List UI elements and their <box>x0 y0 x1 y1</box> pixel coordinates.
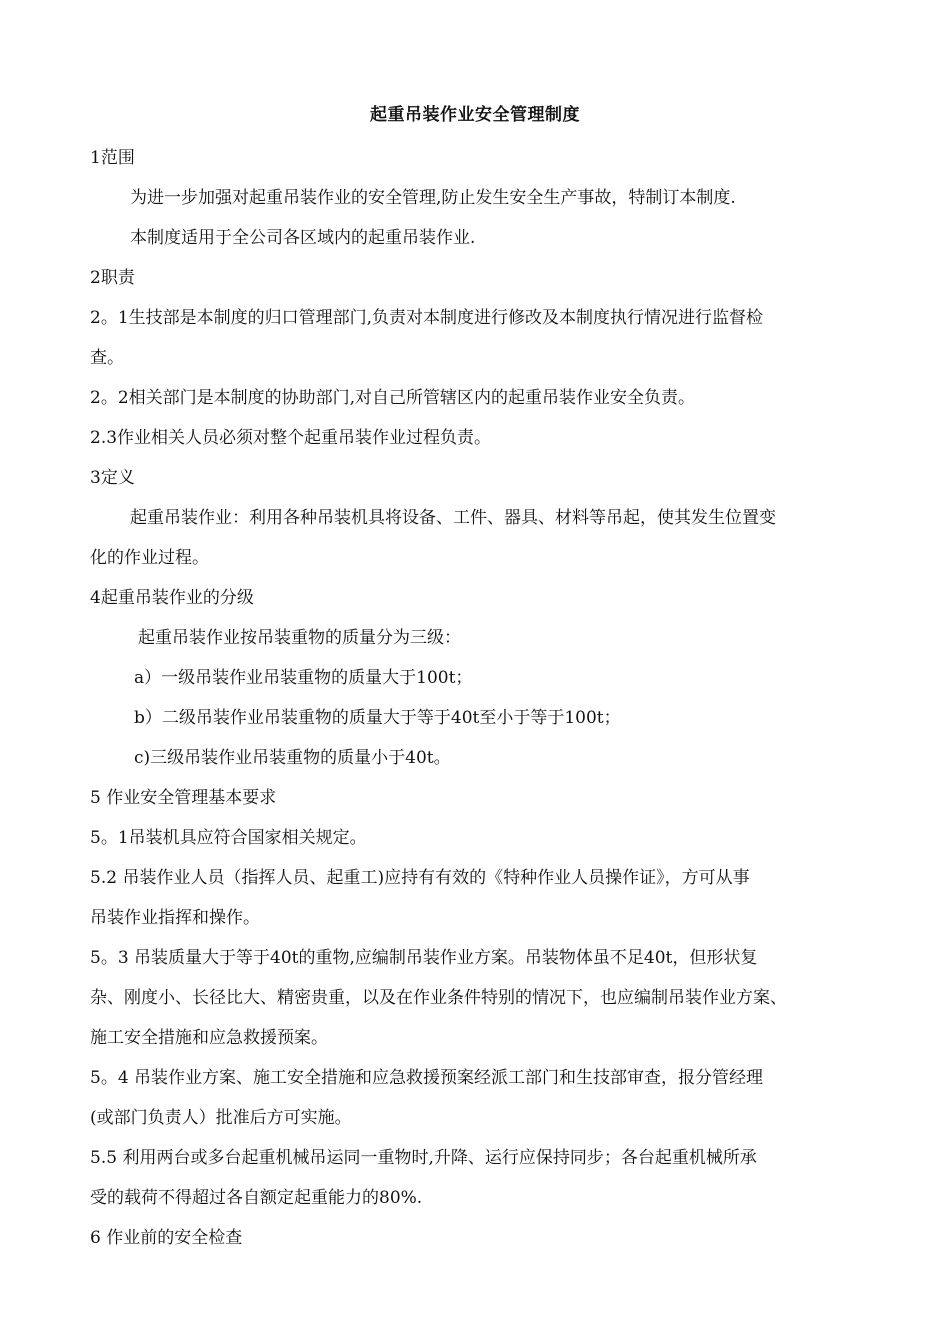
section-heading-scope: 1范围 <box>90 148 135 168</box>
paragraph-line: 2。2相关部门是本制度的协助部门,对自己所管辖区内的起重吊装作业安全负责。 <box>90 388 696 408</box>
paragraph-line: 施工安全措施和应急救援预案。 <box>90 1028 328 1048</box>
section-heading-requirements: 5 作业安全管理基本要求 <box>90 788 277 808</box>
section-heading-definition: 3定义 <box>90 468 135 488</box>
paragraph-line: 吊装作业指挥和操作。 <box>90 908 260 928</box>
section-heading-duties: 2职责 <box>90 268 135 288</box>
paragraph-line: 5.2 吊装作业人员（指挥人员、起重工)应持有有效的《特种作业人员操作证》，方可从事 <box>90 868 750 888</box>
paragraph-line: 2。1生技部是本制度的归口管理部门,负责对本制度进行修改及本制度执行情况进行监督检 <box>90 308 764 328</box>
paragraph-line: 为进一步加强对起重吊装作业的安全管理,防止发生安全生产事故，特制订本制度. <box>130 188 736 208</box>
paragraph-line: 5。4 吊装作业方案、施工安全措施和应急救援预案经派工部门和生技部审查，报分管经理 <box>90 1068 764 1088</box>
paragraph-line: 受的载荷不得超过各自额定起重能力的80%. <box>90 1188 423 1208</box>
document-title: 起重吊装作业安全管理制度 <box>370 105 580 125</box>
paragraph-line: 查。 <box>90 348 124 368</box>
list-item: c)三级吊装作业吊装重物的质量小于40t。 <box>134 748 451 768</box>
list-item: a）一级吊装作业吊装重物的质量大于100t； <box>134 668 473 688</box>
paragraph-line: 5。3 吊装质量大于等于40t的重物,应编制吊装作业方案。吊装物体虽不足40t，但形状复 <box>90 948 758 968</box>
paragraph-line: 杂、刚度小、长径比大、精密贵重，以及在作业条件特别的情况下，也应编制吊装作业方案、 <box>90 988 787 1008</box>
section-heading-classification: 4起重吊装作业的分级 <box>90 588 254 608</box>
paragraph-line: 化的作业过程。 <box>90 548 209 568</box>
section-heading-pre-work-check: 6 作业前的安全检查 <box>90 1228 243 1248</box>
paragraph-line: 2.3作业相关人员必须对整个起重吊装作业过程负责。 <box>90 428 492 448</box>
paragraph-line: (或部门负责人）批准后方可实施。 <box>90 1108 352 1128</box>
paragraph-line: 5。1吊装机具应符合国家相关规定。 <box>90 828 367 848</box>
paragraph-line: 本制度适用于全公司各区域内的起重吊装作业. <box>130 228 476 248</box>
paragraph-line: 5.5 利用两台或多台起重机械吊运同一重物时,升降、运行应保持同步；各台起重机械所承 <box>90 1148 757 1168</box>
list-item: b）二级吊装作业吊装重物的质量大于等于40t至小于等于100t； <box>134 708 621 728</box>
paragraph-line: 起重吊装作业：利用各种吊装机具将设备、工件、器具、材料等吊起，使其发生位置变 <box>130 508 776 528</box>
paragraph-line: 起重吊装作业按吊装重物的质量分为三级： <box>138 628 461 648</box>
